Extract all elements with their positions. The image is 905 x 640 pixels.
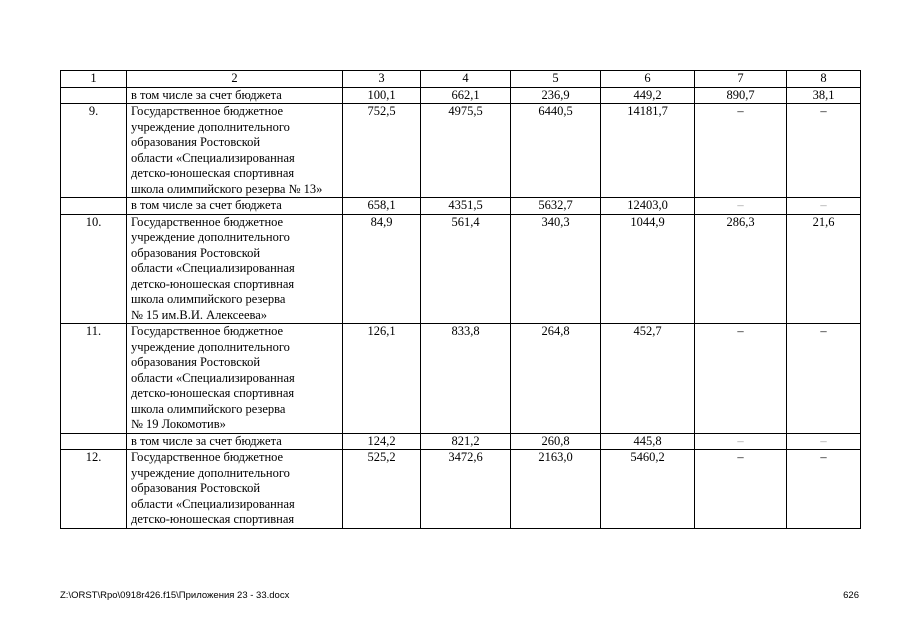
name-line: в том числе за счет бюджета [131,433,282,448]
table-row [61,198,861,215]
institution-name-cell [127,87,343,104]
budget-table [60,70,861,529]
value-cell: 6440,5 [511,104,601,198]
column-header: 7 [695,71,787,88]
value-cell: 126,1 [343,324,421,434]
name-line: в том числе за счет бюджета [131,198,282,212]
name-line: учреждение дополнительного [131,465,290,480]
footer-page-number: 626 [843,590,859,601]
name-line: области «Специализированная [131,150,295,165]
name-line: детско-юношеская спортивная [131,166,295,180]
value-cell: – [787,450,861,529]
table-body [61,71,861,529]
value-cell: 4351,5 [421,198,511,215]
name-line: области «Специализированная [131,496,295,511]
value-cell: 445,8 [601,433,695,450]
value-cell: 2163,0 [511,450,601,529]
name-line: № 19 Локомотив» [131,417,226,431]
name-line: школа олимпийского резерва [131,292,286,306]
value-cell: 84,9 [343,214,421,324]
row-number-cell [61,198,127,215]
table-header-row [61,71,861,88]
name-line: области «Специализированная [131,370,295,385]
name-line: в том числе за счет бюджета [131,87,282,102]
row-number-cell: 12. [61,450,127,529]
table-row [61,450,861,529]
institution-name-cell [127,214,343,324]
name-line: учреждение дополнительного [131,230,290,244]
value-cell: 449,2 [601,87,695,104]
value-cell: 12403,0 [601,198,695,215]
value-cell: – [787,324,861,434]
value-cell: – [695,324,787,434]
name-line: Государственное бюджетное [131,450,284,464]
name-line: детско-юношеская спортивная [131,276,295,291]
value-cell: 752,5 [343,104,421,198]
column-header: 5 [511,71,601,88]
value-cell: 14181,7 [601,104,695,198]
name-line: детско-юношеская спортивная [131,512,295,526]
value-cell: 662,1 [421,87,511,104]
institution-name-cell [127,198,343,215]
value-cell: 5632,7 [511,198,601,215]
value-cell: 236,9 [511,87,601,104]
name-line: школа олимпийского резерва [131,401,286,416]
value-cell: 525,2 [343,450,421,529]
table-row [61,433,861,450]
institution-name-cell [127,324,343,434]
table-row [61,104,861,198]
value-cell: 100,1 [343,87,421,104]
value-cell: 821,2 [421,433,511,450]
value-cell: 286,3 [695,214,787,324]
name-line: учреждение дополнительного [131,119,290,134]
value-cell: 452,7 [601,324,695,434]
value-cell: – [695,433,787,450]
value-cell: – [787,433,861,450]
name-line: № 15 им.В.И. Алексеева» [131,307,268,322]
value-cell: 4975,5 [421,104,511,198]
value-cell: 264,8 [511,324,601,434]
value-cell: 833,8 [421,324,511,434]
name-line: Государственное бюджетное [131,214,284,229]
name-line: учреждение дополнительного [131,339,290,354]
column-header: 1 [61,71,127,88]
name-line: образования Ростовской [131,135,261,149]
table-row [61,214,861,324]
value-cell: – [787,104,861,198]
value-cell: 658,1 [343,198,421,215]
institution-name-cell [127,433,343,450]
institution-name-cell [127,104,343,198]
name-line: образования Ростовской [131,355,261,369]
row-number-cell: 10. [61,214,127,324]
row-number-cell: 11. [61,324,127,434]
name-line: области «Специализированная [131,261,295,275]
table-row [61,324,861,434]
value-cell: – [695,450,787,529]
row-number-cell [61,87,127,104]
value-cell: 3472,6 [421,450,511,529]
institution-name-cell [127,450,343,529]
name-line: образования Ростовской [131,245,261,260]
value-cell: 124,2 [343,433,421,450]
column-header: 4 [421,71,511,88]
footer-file-path: Z:\ORST\Rpo\0918r426.f15\Приложения 23 - 33.docx [60,590,290,601]
value-cell: 890,7 [695,87,787,104]
name-line: Государственное бюджетное [131,324,284,338]
row-number-cell: 9. [61,104,127,198]
name-line: Государственное бюджетное [131,104,284,118]
column-header: 6 [601,71,695,88]
value-cell: 340,3 [511,214,601,324]
value-cell: – [695,104,787,198]
value-cell: – [695,198,787,215]
value-cell: 38,1 [787,87,861,104]
column-header: 3 [343,71,421,88]
value-cell: 561,4 [421,214,511,324]
value-cell: – [787,198,861,215]
value-cell: 1044,9 [601,214,695,324]
name-line: образования Ростовской [131,481,261,495]
column-header: 8 [787,71,861,88]
value-cell: 21,6 [787,214,861,324]
name-line: школа олимпийского резерва № 13» [131,181,323,196]
value-cell: 260,8 [511,433,601,450]
value-cell: 5460,2 [601,450,695,529]
column-header: 2 [127,71,343,88]
name-line: детско-юношеская спортивная [131,386,295,400]
row-number-cell [61,433,127,450]
table-row [61,87,861,104]
